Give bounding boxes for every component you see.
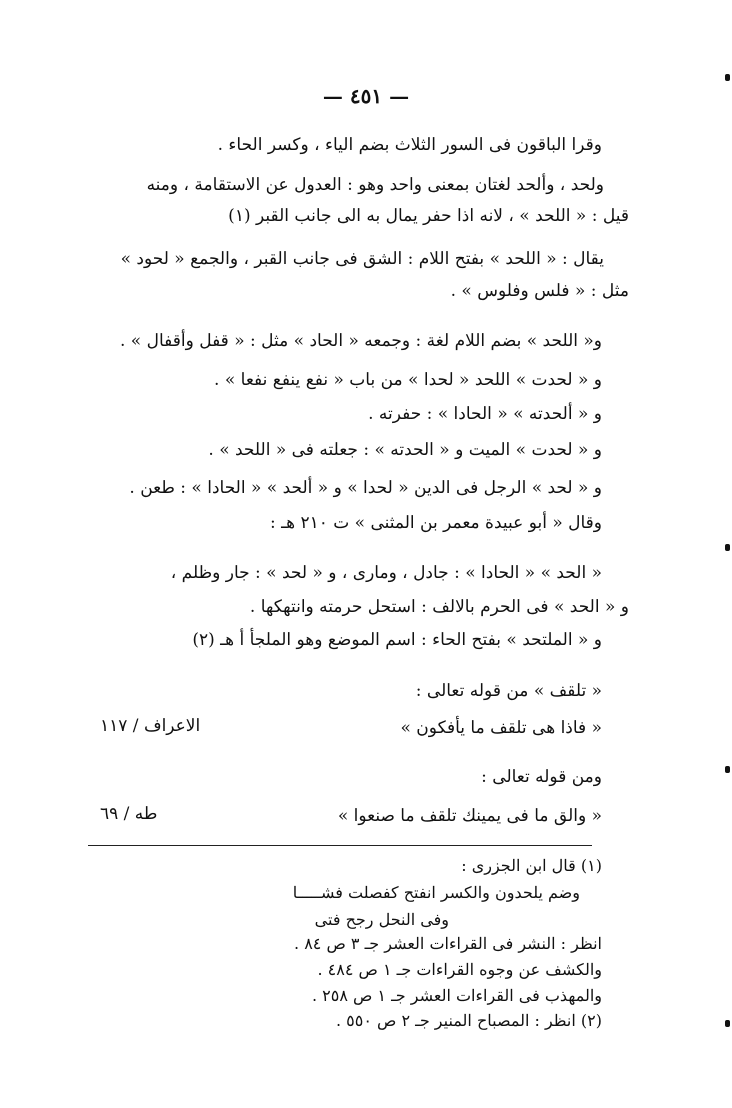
text-line: و « لحد » الرجل فى الدين « لحدا » و « ألحد » « الحادا » : طعن . [129, 478, 602, 498]
scan-mark [725, 74, 730, 81]
verse-reference: الاعراف / ١١٧ [100, 716, 201, 736]
quran-verse: « والق ما فى يمينك تلقف ما صنعوا » [337, 806, 602, 826]
text-line: و « الحد » فى الحرم بالالف : استحل حرمته وانتهكها . [249, 597, 629, 617]
text-line: مثل : « فلس وفلوس » . [450, 281, 629, 301]
footnote-separator [88, 845, 592, 846]
scan-mark [725, 766, 730, 773]
scan-mark [725, 544, 730, 551]
footnote-line: انظر : النشر فى القراءات العشر جـ ٣ ص ٨٤ . [294, 934, 602, 953]
footnote-line: والكشف عن وجوه القراءات جـ ١ ص ٤٨٤ . [317, 960, 602, 979]
text-line: « تلقف » من قوله تعالى : [415, 681, 602, 701]
text-line: وقرا الباقون فى السور الثلاث بضم الياء ، وكسر الحاء . [217, 135, 602, 155]
text-line: و « لحدت » اللحد « لحدا » من باب « نفع ينفع نفعا » . [214, 370, 602, 390]
text-line: « الحد » « الحادا » : جادل ، ومارى ، و « لحد » : جار وظلم ، [170, 563, 602, 583]
text-line: ولحد ، وألحد لغتان بمعنى واحد وهو : العدول عن الاستقامة ، ومنه [146, 175, 604, 195]
scan-mark [725, 1020, 730, 1027]
text-line: و « لحدت » الميت و « الحدته » : جعلته فى « اللحد » . [208, 440, 602, 460]
footnote-line: والمهذب فى القراءات العشر جـ ١ ص ٢٥٨ . [311, 986, 602, 1005]
text-line: و« اللحد » بضم اللام لغة : وجمعه « الحاد » مثل : « قفل وأقفال » . [119, 331, 602, 351]
text-line: يقال : « اللحد » بفتح اللام : الشق فى جانب القبر ، والجمع « لحود » [120, 249, 604, 269]
footnote-line: (٢) انظر : المصباح المنير جـ ٢ ص ٥٥٠ . [335, 1011, 602, 1030]
text-line: قيل : « اللحد » ، لانه اذا حفر يمال به الى جانب القبر (١) [228, 206, 629, 226]
text-line: و « ألحدته » « الحادا » : حفرته . [368, 404, 602, 424]
quran-verse: « فاذا هى تلقف ما يأفكون » [400, 718, 602, 738]
text-line: وقال « أبو عبيدة معمر بن المثنى » ت ٢١٠ هـ : [269, 513, 602, 533]
text-line: ومن قوله تعالى : [481, 767, 602, 787]
verse-reference: طه / ٦٩ [100, 804, 158, 824]
text-line: و « الملتحد » بفتح الحاء : اسم الموضع وهو الملجأ أ هـ (٢) [192, 630, 602, 650]
footnote-line: وضم يلحدون والكسر انفتح كفصلت فشـــــا [292, 883, 580, 902]
footnote-line: (١) قال ابن الجزرى : [461, 856, 602, 875]
footnote-line: وفى النحل رجح فتى [314, 910, 449, 929]
page-number: — ٤٥١ — [322, 84, 410, 108]
